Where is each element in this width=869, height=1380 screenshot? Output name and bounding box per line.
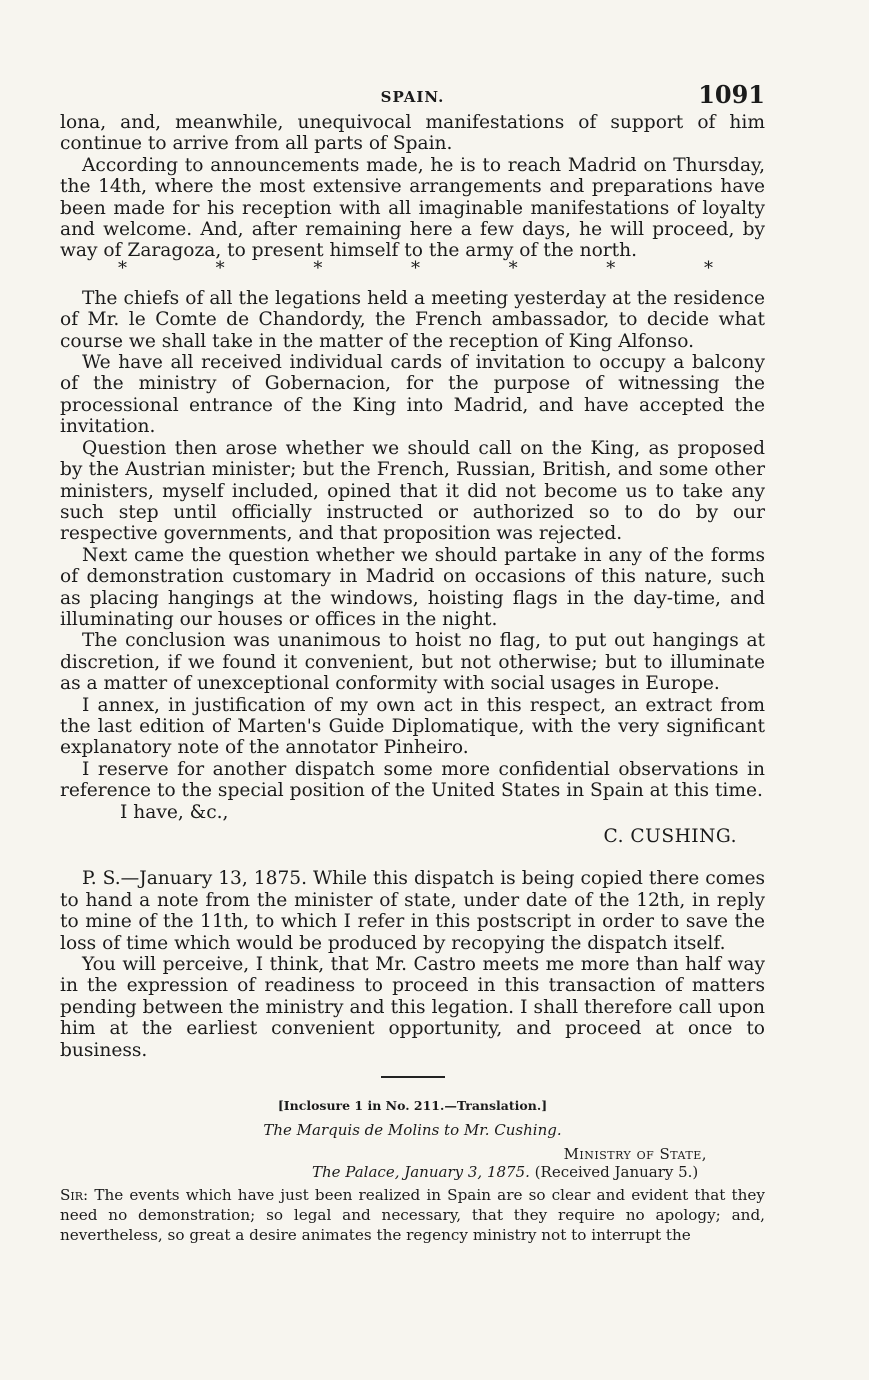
- letter-text: [60, 1185, 765, 1245]
- paragraph: I reserve for another dispatch some more confidential observations in reference to the special position of the United States in Spain at this time.: [60, 758, 765, 802]
- asterisk-separator: [60, 257, 765, 280]
- enclosure-title: The Marquis de Molins to Mr. Cushing.: [263, 1121, 562, 1140]
- asterisk: *: [118, 257, 127, 279]
- document-page: [60, 78, 765, 1260]
- signature: C. CUSHING.: [603, 826, 737, 847]
- asterisk: *: [410, 257, 420, 279]
- page-number: 1091: [698, 80, 765, 109]
- asterisk: *: [606, 257, 616, 279]
- paragraph: Question then arose whether we should call on the King, as proposed by the Austrian minister; but the French, Russian, British, and some other ministers, myself included, opined that it did not become us to take any such step until officially instructed or authorized so to do by our respective governments, and that proposition was rejected.: [60, 437, 765, 545]
- asterisk: *: [508, 257, 518, 279]
- received-note: (Received January 5.): [534, 1163, 699, 1182]
- asterisk: *: [703, 257, 713, 279]
- postscript-paragraph: You will perceive, I think, that Mr. Castro meets me more than half way in the expression of readiness to proceed in this transaction of matters pending between the ministry and this legation. I shall therefore call upon him at the earliest convenient opportunity, and proceed at once to business.: [60, 954, 765, 1061]
- dispatch-body: [60, 112, 765, 1061]
- salutation: Sir:: [60, 1186, 89, 1205]
- ministry-heading: Ministry of State,: [563, 1145, 707, 1164]
- section-divider: [381, 1076, 445, 1078]
- paragraph: Next came the question whether we should partake in any of the forms of demonstration customary in Madrid on occasions of this nature, such as placing hangings at the windows, hoisting flags in the day-time, and illuminating our houses or offices in the night.: [60, 544, 765, 630]
- letter-body: The events which have just been realized in Spain are so clear and evident that they need no demonstration; so legal and necessary, that they require no apology; and, nevertheless, so great a desire animates the regency ministry not to interrupt the: [60, 1186, 765, 1245]
- dateline: [312, 1163, 765, 1182]
- paragraph-continued: lona, and, meanwhile, unequivocal manifestations of support of him continue to arrive from all parts of Spain.: [60, 112, 765, 155]
- running-title: SPAIN.: [380, 88, 445, 106]
- place-date: The Palace, January 3, 1875.: [312, 1163, 530, 1182]
- enclosure-section: [60, 1097, 765, 1245]
- paragraph: The conclusion was unanimous to hoist no flag, to put out hangings at discretion, if we found it convenient, but not otherwise; but to illuminate as a matter of unexceptional conformity with social usages in Europe.: [60, 630, 765, 695]
- enclosure-label: [Inclosure 1 in No. 211.—Translation.]: [277, 1098, 548, 1114]
- paragraph: We have all received individual cards of invitation to occupy a balcony of the ministry of Gobernacion, for the purpose of witnessing the processional entrance of the King into Madrid, and have accepted the invitation.: [60, 352, 765, 438]
- asterisk: *: [215, 257, 225, 279]
- paragraph: I annex, in justification of my own act in this respect, an extract from the last edition of Marten's Guide Diplomatique, with the very significant explanatory note of the annotator Pinheiro.: [60, 694, 765, 759]
- running-header: [60, 78, 765, 112]
- paragraph: According to announcements made, he is to reach Madrid on Thursday, the 14th, where the most extensive arrangements and preparations have been made for his reception with all imaginable manifestations of loyalty and welcome. And, after remaining here a few days, he will proceed, by way of Zaragoza, to present himself to the army of the north.: [60, 154, 765, 262]
- closing-line: I have, &c.,: [120, 801, 229, 823]
- paragraph: The chiefs of all the legations held a meeting yesterday at the residence of Mr. le Comte de Chandordy, the French ambassador, to decide what course we shall take in the matter of the reception of King Alfonso.: [60, 287, 765, 352]
- asterisk: *: [313, 257, 323, 279]
- postscript-paragraph: P. S.—January 13, 1875. While this dispatch is being copied there comes to hand a note from the minister of state, under date of the 12th, in reply to mine of the 11th, to which I refer in this postscript in order to save the loss of time which would be produced by recopying the dispatch itself.: [60, 868, 765, 954]
